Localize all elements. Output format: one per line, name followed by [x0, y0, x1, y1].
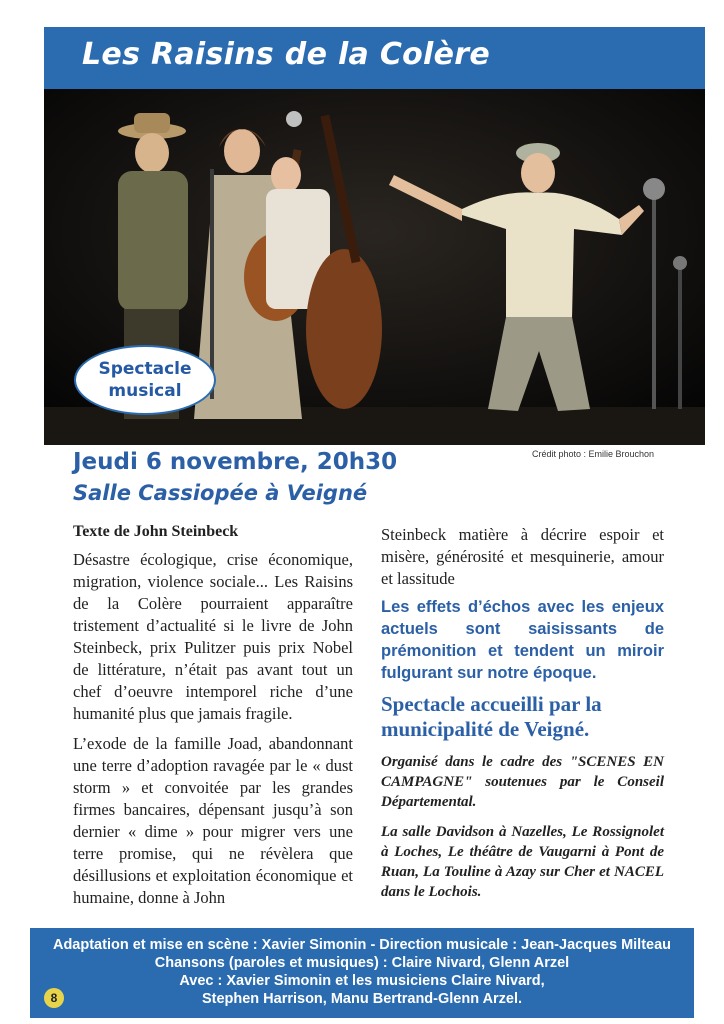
footer-line-2: Chansons (paroles et musiques) : Claire Nivard, Glenn Arzel: [154, 955, 570, 971]
body-paragraph-2: L’exode de la famille Joad, abandonnant une terre d’adoption ravagée par le « dust storm » et convoitée par les grandes firmes bancaires, dépensant jusqu’à son dernier « dime » pour migrer vers une terre promise, qui ne révèlera que désillusions et exploitation économique et humaine, donne à John: [73, 734, 353, 907]
body-paragraph-continuation: Steinbeck matière à décrire espoir et misère, générosité et mesquinerie, amour et lassitude: [381, 525, 664, 588]
credits-footer: [30, 928, 694, 1018]
footer-line-1: Adaptation et mise en scène : Xavier Simonin - Direction musicale : Jean-Jacques Milteau: [52, 937, 672, 953]
badge-line-1: Spectacle: [98, 359, 192, 379]
spectacle-musical-badge: [74, 345, 216, 415]
page-number: 8: [44, 988, 64, 1008]
title-banner: [44, 27, 705, 89]
host-heading: Spectacle accueilli par la municipalité de Veigné.: [381, 692, 602, 741]
organised-note: Organisé dans le cadre des "SCENES EN CAMPAGNE" soutenues par le Conseil Départemental.: [381, 754, 664, 810]
venues-note: La salle Davidson à Nazelles, Le Rossignolet à Loches, Le théâtre de Vaugarni à Pont de Ruan, La Touline à Azay sur Cher et NACEL dans le Lochois.: [381, 824, 664, 900]
page-title: Les Raisins de la Colère: [82, 37, 491, 72]
photo-credit: Crédit photo : Emilie Brouchon: [532, 449, 655, 459]
footer-line-4: Stephen Harrison, Manu Bertrand-Glenn Arzel.: [201, 991, 523, 1007]
left-column: [73, 521, 353, 917]
right-column: [381, 524, 664, 902]
author-subhead: Texte de John Steinbeck: [73, 523, 239, 540]
event-venue: Salle Cassiopée à Veigné: [73, 481, 368, 505]
body-paragraph-1: Désastre écologique, crise économique, migration, violence sociale... Les Raisins de la Colère pourraient apparaître tristement d’actualité si le livre de John Steinbeck, prix Pulitzer puis prix Nobel de littérature, n’était pas avant tout un chef d’oeuvre intemporel riche d’une humanité plus que jamais fragile.: [73, 550, 353, 723]
event-date: Jeudi 6 novembre, 20h30: [73, 449, 398, 475]
highlight-text: Les effets d’échos avec les enjeux actuels sont saisissants de prémonition et tendent un miroir fulgurant sur notre époque.: [381, 598, 664, 682]
badge-line-2: musical: [108, 381, 182, 401]
footer-line-3: Avec : Xavier Simonin et les musiciens Claire Nivard,: [179, 973, 545, 989]
